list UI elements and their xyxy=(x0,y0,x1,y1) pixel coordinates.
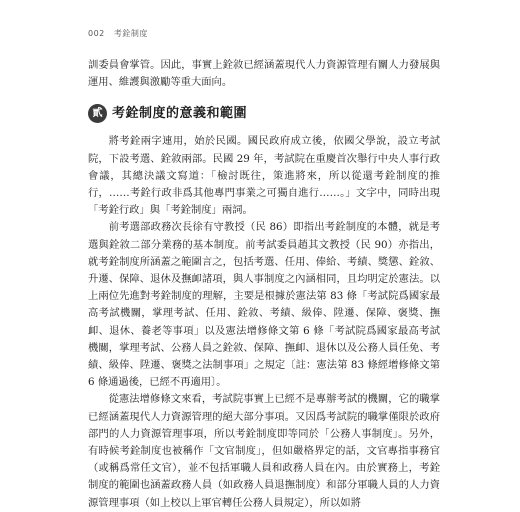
running-header xyxy=(88,28,148,39)
page-body xyxy=(88,57,440,512)
section-title: 考銓制度的意義和範圍 xyxy=(112,105,248,121)
running-title: 考銓制度 xyxy=(113,29,148,38)
paragraph: 前考選部政務次長徐有守教授（民 86）即指出考銓制度的本體，就是考選與銓敘二部分業務的基本制度。前考試委員趙其文教授（民 90）亦指出，就考銓制度所涵蓋之範圍言之，包括考選、任用、俸給、考績、獎懲、銓敘、升遷、保障、退休及撫卹諸項，與人事制度之內涵相同，且均明定於憲法。以上兩位先進對考銓制度的理解，主要是根據於憲法第 83 條「考試院爲國家最高考試機關，掌理考試、任用、銓敘、考績、級俸、陞遷、保障、褒獎、撫卹、退休、養老等事項」以及憲法增修條文第 6 條「考試院爲國家最高考試機關，掌理考試、公務人員之銓敘、保障、撫卹、退休以及公務人員任免、考績、級俸、陞遷、褒獎之法制事項」之規定〔註：憲法第 83 條經增修條文第 6 條通過後，已經不再適用〕。 xyxy=(88,221,440,389)
section-number-badge: 貳 xyxy=(88,104,107,123)
page-number: 002 xyxy=(88,29,105,38)
paragraph: 訓委員會掌管。因此，事實上銓敘已經涵蓋現代人力資源管理有關人力發展與運用、維護與激勵等重大面向。 xyxy=(88,59,440,89)
paragraph: 從憲法增修條文來看，考試院事實上已經不是專辦考試的機關，它的職掌已經涵蓋現代人力資源管理的絕大部分事項。又因爲考試院的職掌僅限於政府部門的人力資源管理事項，所以考銓制度即等同於「公務人事制度」。另外，有時候考銓制度也被稱作「文官制度」，但如嚴格界定的話，文官專指事務官（或稱爲常任文官），並不包括軍職人員和政務人員在內。由於實務上，考銓制度的範圍也涵蓋政務人員（如政務人員退撫制度）和部分軍職人員的人力資源管理事項（如上校以上軍官轉任公務人員規定），所以如將 xyxy=(88,393,440,509)
section-heading xyxy=(88,101,440,125)
paragraph: 將考銓兩字連用，始於民國。國民政府成立後，依國父學說，設立考試院，下設考選、銓敘兩部。民國 29 年，考試院在重慶首次舉行中央人事行政會議，其總決議文寫道：「檢討既往，策進將來，所以從還考銓制度的推行，……考銓行政非爲其他專門事業之可獨自進行……。」文字中，同時出現「考銓行政」與「考銓制度」兩詞。 xyxy=(88,135,440,217)
